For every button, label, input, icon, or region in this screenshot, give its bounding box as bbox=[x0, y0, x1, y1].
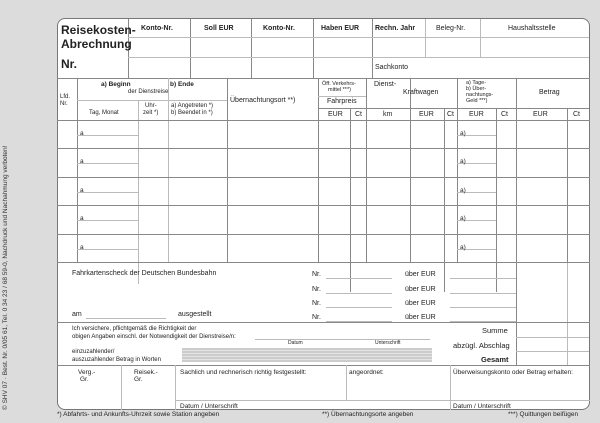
betrag-in-worten-field[interactable] bbox=[182, 348, 432, 362]
rule bbox=[57, 148, 590, 149]
rule bbox=[175, 400, 590, 401]
row-begin-a: a bbox=[80, 130, 84, 137]
rule bbox=[128, 57, 589, 58]
fahrkartenscheck-label: Fahrkartenscheck der Deutschen Bundesbahn bbox=[72, 270, 217, 277]
zeit-label: zeit *) bbox=[143, 110, 159, 116]
check-nr-label: Nr. bbox=[312, 314, 321, 321]
rule bbox=[516, 337, 589, 338]
rule bbox=[326, 293, 392, 294]
rule bbox=[444, 108, 445, 292]
angetreten-label: a) Angetreten *) bbox=[171, 103, 214, 109]
reisek-gr-label: Gr. bbox=[134, 376, 143, 383]
rule bbox=[450, 307, 516, 308]
rule bbox=[77, 220, 138, 221]
rule bbox=[57, 177, 590, 178]
rule bbox=[326, 278, 392, 279]
uhr-label: Uhr- bbox=[145, 103, 157, 109]
rule bbox=[175, 365, 176, 410]
betrag-label: Betrag bbox=[539, 89, 560, 96]
verg-gr-label: Gr. bbox=[80, 376, 89, 383]
rule bbox=[313, 19, 314, 78]
unit-ct-label: Ct bbox=[501, 111, 508, 118]
ende-label: b) Ende bbox=[170, 81, 194, 88]
sachlich-label: Sachlich und rechnerisch richtig festgestellt: bbox=[180, 369, 307, 376]
haushaltsstelle-label: Haushaltsstelle bbox=[508, 25, 556, 32]
footnote-2: **) Übernachtungsorte angeben bbox=[322, 411, 414, 418]
form-title: Reisekosten- bbox=[61, 23, 136, 37]
unit-ct-label: Ct bbox=[447, 111, 454, 118]
unit-eur-label: EUR bbox=[419, 111, 434, 118]
summe-label: Summe bbox=[482, 326, 508, 335]
beginn-label: a) Beginn bbox=[101, 81, 131, 88]
footnote-1: *) Abfahrts- und Ankunfts-Uhrzeit sowie Station angeben bbox=[57, 411, 220, 418]
unit-km-label: km bbox=[383, 111, 393, 118]
haben-label: Haben EUR bbox=[321, 25, 360, 32]
gesamt-label: Gesamt bbox=[481, 355, 509, 364]
rule bbox=[77, 163, 138, 164]
unit-ct-label: Ct bbox=[355, 111, 362, 118]
beendet-label: b) Beendet in *) bbox=[171, 110, 213, 116]
declaration-line-2: obigen Angaben einschl. der Notwendigkeit der Dienstreise/n: bbox=[72, 334, 236, 340]
rule bbox=[190, 19, 191, 78]
rule bbox=[425, 19, 426, 58]
tage-label: a) Tage- bbox=[466, 80, 487, 86]
rule bbox=[480, 19, 481, 58]
check-ueber-eur-label: über EUR bbox=[405, 271, 436, 278]
tage-label-4: Geld ***) bbox=[466, 98, 488, 104]
rule bbox=[450, 278, 516, 279]
tag-monat-label: Tag, Monat bbox=[89, 110, 119, 116]
soll-label: Soll EUR bbox=[204, 25, 234, 32]
uebernachtungsort-label: Übernachtungsort **) bbox=[230, 97, 296, 104]
rule bbox=[77, 249, 138, 250]
betrag-worte-label-1: einzuzahlender/ bbox=[72, 349, 115, 355]
verg-label: Verg.- bbox=[78, 369, 96, 376]
rule bbox=[57, 120, 590, 121]
angeordnet-label: angeordnet: bbox=[349, 369, 384, 376]
rule bbox=[346, 365, 347, 400]
rule bbox=[372, 19, 373, 78]
rule bbox=[567, 262, 568, 365]
check-ueber-eur-label: über EUR bbox=[405, 300, 436, 307]
rule bbox=[350, 108, 351, 292]
unit-eur-label: EUR bbox=[469, 111, 484, 118]
reisek-label: Reisek.- bbox=[134, 369, 158, 376]
unit-eur-label: EUR bbox=[533, 111, 548, 118]
tage-label-3: nachtungs- bbox=[466, 92, 494, 98]
rule bbox=[77, 100, 227, 101]
check-ueber-eur-label: über EUR bbox=[405, 286, 436, 293]
row-tage-a: a) bbox=[460, 130, 466, 137]
check-nr-label: Nr. bbox=[312, 271, 321, 278]
konto-nr-label-2: Konto-Nr. bbox=[263, 25, 295, 32]
row-begin-a: a bbox=[80, 187, 84, 194]
check-nr-label: Nr. bbox=[312, 286, 321, 293]
unit-ct-label: Ct bbox=[573, 111, 580, 118]
unit-eur-label: EUR bbox=[328, 111, 343, 118]
rule bbox=[77, 192, 138, 193]
nr-label: Nr. bbox=[61, 57, 78, 71]
check-nr-label: Nr. bbox=[312, 300, 321, 307]
rule bbox=[326, 307, 392, 308]
abschlag-label: abzügl. Abschlag bbox=[453, 341, 510, 350]
rule bbox=[57, 262, 590, 263]
sachkonto-label: Sachkonto bbox=[375, 64, 409, 71]
tage-label-2: b) Über- bbox=[466, 86, 487, 92]
row-tage-a: a) bbox=[460, 187, 466, 194]
rule bbox=[57, 78, 590, 79]
row-tage-a: a) bbox=[460, 215, 466, 222]
ausgestellt-label: ausgestellt bbox=[178, 311, 212, 318]
rule bbox=[496, 108, 497, 292]
row-tage-a: a) bbox=[460, 158, 466, 165]
copyright-note: © SHV 07 · Best. Nr. 0/05 61, Tel. 0 34 23 / 68 59-0, Nachdruck und Nachahmung verboten! bbox=[2, 145, 9, 410]
row-tage-a: a) bbox=[460, 244, 466, 251]
rule bbox=[138, 100, 139, 284]
datum-unterschrift-1: Datum / Unterschrift bbox=[180, 403, 238, 410]
rule bbox=[128, 37, 589, 38]
rule bbox=[121, 365, 122, 410]
beleg-nr-label: Beleg-Nr. bbox=[436, 25, 466, 32]
rule bbox=[57, 322, 590, 323]
fahrpreis-label: Fahrpreis bbox=[327, 98, 357, 105]
am-label: am bbox=[72, 311, 82, 318]
row-begin-a: a bbox=[80, 158, 84, 165]
footnote-3: ***) Quittungen beifügen bbox=[508, 411, 579, 418]
datum-unterschrift-2: Datum / Unterschrift bbox=[453, 403, 511, 410]
rule bbox=[450, 365, 451, 410]
rule bbox=[57, 234, 590, 235]
lfd-nr-label: Lfd. Nr. bbox=[60, 94, 71, 107]
rule bbox=[57, 205, 590, 206]
oeff-label: Öff. Verkehrs- bbox=[322, 81, 356, 87]
rule bbox=[450, 293, 516, 294]
row-begin-a: a bbox=[80, 244, 84, 251]
dienst-label: Dienst- bbox=[374, 81, 397, 88]
check-ueber-eur-label: über EUR bbox=[405, 314, 436, 321]
rule bbox=[516, 351, 589, 352]
unterschrift-label: Unterschrift bbox=[375, 340, 401, 346]
ueberweisung-label: Überweisungskonto oder Betrag erhalten: bbox=[453, 369, 573, 376]
rule bbox=[516, 262, 517, 365]
form-title-2: Abrechnung bbox=[61, 37, 132, 51]
rechn-jahr-label: Rechn. Jahr bbox=[375, 25, 416, 32]
rule bbox=[318, 96, 366, 97]
declaration-line-1: Ich versichere, pflichtgemäß die Richtigkeit der bbox=[72, 326, 197, 332]
row-begin-a: a bbox=[80, 215, 84, 222]
rule bbox=[57, 365, 590, 366]
datum-label: Datum bbox=[288, 340, 303, 346]
rule bbox=[318, 108, 589, 109]
kraftwagen-label: Kraftwagen bbox=[403, 89, 439, 96]
betrag-worte-label-2: auszuzahlender Betrag in Worten bbox=[72, 357, 161, 363]
rule bbox=[251, 19, 252, 78]
konto-nr-label: Konto-Nr. bbox=[141, 25, 173, 32]
rule bbox=[77, 135, 138, 136]
dienstreise-label: der Dienstreise bbox=[128, 89, 169, 95]
oeff-label-2: mittel ***) bbox=[328, 87, 351, 93]
